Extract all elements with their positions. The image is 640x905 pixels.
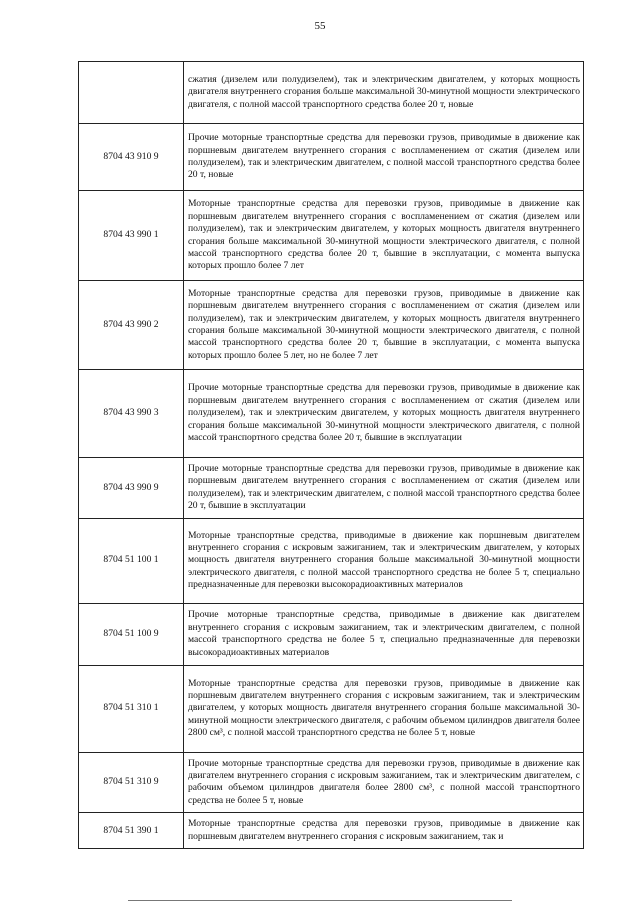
tariff-code: 8704 43 990 2 — [79, 281, 184, 370]
code-description: сжатия (дизелем или полудизелем), так и электрическим двигателем, у которых мощность двигателя внутреннего сгорания больше максимальной 30-минутной мощности электрического двигателя, с полной массой транспортного средства более 20 т, новые — [184, 62, 584, 124]
code-description: Моторные транспортные средства для перевозки грузов, приводимые в движение как поршневым двигателем внутреннего сгорания с воспламенением от сжатия (дизелем или полудизелем), так и электрическим двигателем, у которых мощность двигателя внутреннего сгорания больше максимальной 30-минутной мощности электрического двигателя, с полной массой транспортного средства более 20 т, бывшие в эксплуатации, с момента выпуска которых прошло более 7 лет — [184, 191, 584, 281]
tariff-code: 8704 51 100 9 — [79, 603, 184, 665]
code-description: Моторные транспортные средства для перевозки грузов, приводимые в движение как поршневым двигателем внутреннего сгорания с воспламенением от сжатия (дизелем или полудизелем), так и электрическим двигателем, у которых мощность двигателя внутреннего сгорания больше максимальной 30-минутной мощности электрического двигателя, с полной массой транспортного средства более 20 т, бывшие в эксплуатации, с момента выпуска которых прошло более 5 лет, но не более 7 лет — [184, 281, 584, 370]
tariff-code: 8704 51 310 1 — [79, 665, 184, 752]
tariff-code: 8704 43 990 9 — [79, 458, 184, 519]
table-row — [79, 518, 584, 603]
code-description: Моторные транспортные средства для перевозки грузов, приводимые в движение как поршневым двигателем внутреннего сгорания с искровым зажиганием, так и электрическим двигателем, у которых мощность двигателя внутреннего сгорания больше максимальной 30-минутной мощности электрического двигателя, с рабочим объемом цилиндров двигателя более 2800 см³, с полной массой транспортного средства не более 5 т, новые — [184, 665, 584, 752]
tariff-code: 8704 51 100 1 — [79, 518, 184, 603]
code-description: Прочие моторные транспортные средства для перевозки грузов, приводимые в движение как поршневым двигателем внутреннего сгорания с воспламенением от сжатия (дизелем или полудизелем), так и электрическим двигателем, с полной массой транспортного средства более 20 т, новые — [184, 124, 584, 191]
table-row — [79, 62, 584, 124]
table-row — [79, 813, 584, 849]
table-row — [79, 603, 584, 665]
code-description: Моторные транспортные средства, приводимые в движение как поршневым двигателем внутреннего сгорания с искровым зажиганием, так и электрическим двигателем, у которых мощность двигателя внутреннего сгорания больше максимальной 30-минутной мощности электрического двигателя, с полной массой транспортного средства не более 5 т, специально предназначенные для перевозки высокорадиоактивных материалов — [184, 518, 584, 603]
tariff-code: 8704 43 990 1 — [79, 191, 184, 281]
tariff-code — [79, 62, 184, 124]
table-row — [79, 124, 584, 191]
code-description: Прочие моторные транспортные средства для перевозки грузов, приводимые в движение как поршневым двигателем внутреннего сгорания с воспламенением от сжатия (дизелем или полудизелем), так и электрическим двигателем, с полной массой транспортного средства более 20 т, бывшие в эксплуатации — [184, 458, 584, 519]
code-description: Прочие моторные транспортные средства для перевозки грузов, приводимые в движение как двигателем внутреннего сгорания с искровым зажиганием, так и электрическим двигателем, с рабочим объемом цилиндров двигателя более 2800 см³, с полной массой транспортного средства не более 5 т, новые — [184, 752, 584, 813]
table-row — [79, 370, 584, 458]
tariff-code: 8704 43 910 9 — [79, 124, 184, 191]
tariff-code: 8704 51 390 1 — [79, 813, 184, 849]
table-row — [79, 458, 584, 519]
table-row — [79, 665, 584, 752]
tariff-code: 8704 51 310 9 — [79, 752, 184, 813]
page-number: 55 — [314, 20, 326, 32]
table-row — [79, 191, 584, 281]
tariff-code: 8704 43 990 3 — [79, 370, 184, 458]
table-row — [79, 281, 584, 370]
code-description: Моторные транспортные средства для перевозки грузов, приводимые в движение как поршневым двигателем внутреннего сгорания с искровым зажиганием, так и — [184, 813, 584, 849]
bottom-rule — [128, 900, 512, 901]
tariff-code-table — [78, 61, 584, 849]
table-row — [79, 752, 584, 813]
code-description: Прочие моторные транспортные средства, приводимые в движение как двигателем внутреннего сгорания с искровым зажиганием, так и электрическим двигателем, с полной массой транспортного средства не более 5 т, специально предназначенные для перевозки высокорадиоактивных материалов — [184, 603, 584, 665]
code-description: Прочие моторные транспортные средства для перевозки грузов, приводимые в движение как поршневым двигателем внутреннего сгорания с воспламенением от сжатия (дизелем или полудизелем), так и электрическим двигателем, у которых мощность двигателя внутреннего сгорания больше максимальной 30-минутной мощности электрического двигателя, с полной массой транспортного средства более 20 т, бывшие в эксплуатации — [184, 370, 584, 458]
